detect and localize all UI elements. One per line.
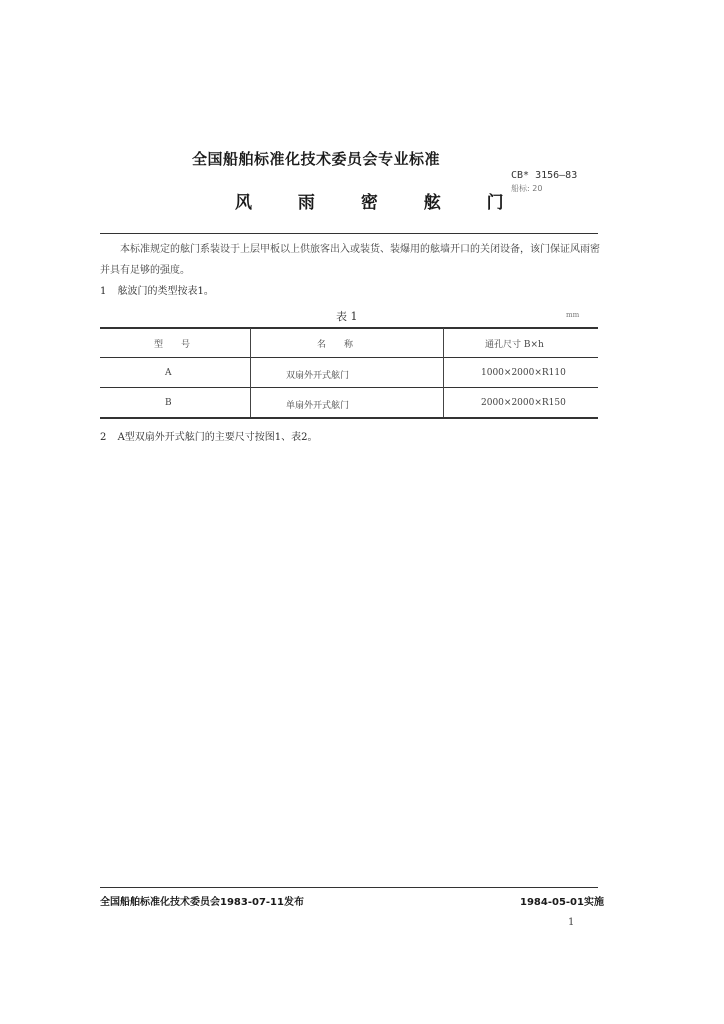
- table-row-divider: [100, 387, 598, 388]
- table-column-divider: [250, 328, 251, 417]
- table-cell: 单扇外开式舷门: [286, 401, 350, 411]
- table-bottom-border: [100, 417, 598, 419]
- table-caption: 表 1: [336, 310, 358, 323]
- section-text: 舷波门的类型按表1。: [117, 286, 214, 297]
- table-cell: 双扇外开式舷门: [286, 371, 350, 381]
- footer-divider: [100, 887, 598, 888]
- table-column-divider: [443, 328, 444, 417]
- table-cell: B: [165, 398, 172, 408]
- section-1: [100, 282, 214, 297]
- effective-date: 1984-05-01实施: [520, 897, 604, 908]
- issue-date: 全国船舶标准化技术委员会1983-07-11发布: [100, 897, 304, 908]
- table-cell: 2000×2000×R150: [481, 398, 566, 408]
- table-top-border: [100, 327, 598, 329]
- table-header-cell: 通孔尺寸 B×h: [485, 340, 544, 350]
- section-text: A型双扇外开式舷门的主要尺寸按图1、表2。: [117, 432, 318, 443]
- table-cell: 1000×2000×R110: [481, 368, 566, 378]
- header-divider: [100, 233, 598, 234]
- page-number: 1: [568, 917, 575, 928]
- table-header-border: [100, 357, 598, 358]
- section-2: [100, 428, 318, 443]
- intro-paragraph: 本标准规定的舷门系装设于上层甲板以上供旅客出入或装货、装爆用的舷墙开口的关闭设备，该门保证风雨密并具有足够的强度。: [100, 244, 600, 276]
- organization-title: 全国船舶标准化技术委员会专业标准: [192, 150, 441, 168]
- section-number: 1: [100, 286, 107, 297]
- standard-number: CB* 3156—83: [511, 170, 578, 181]
- table-unit: mm: [566, 311, 580, 319]
- table-cell: A: [165, 368, 172, 378]
- standard-alt-number: 船标: 20: [511, 184, 543, 193]
- table-header-cell: 型 号: [154, 340, 191, 350]
- document-title: 风 雨 密 舷 门: [235, 193, 524, 213]
- section-number: 2: [100, 432, 107, 443]
- table-header-cell: 名 称: [317, 340, 354, 350]
